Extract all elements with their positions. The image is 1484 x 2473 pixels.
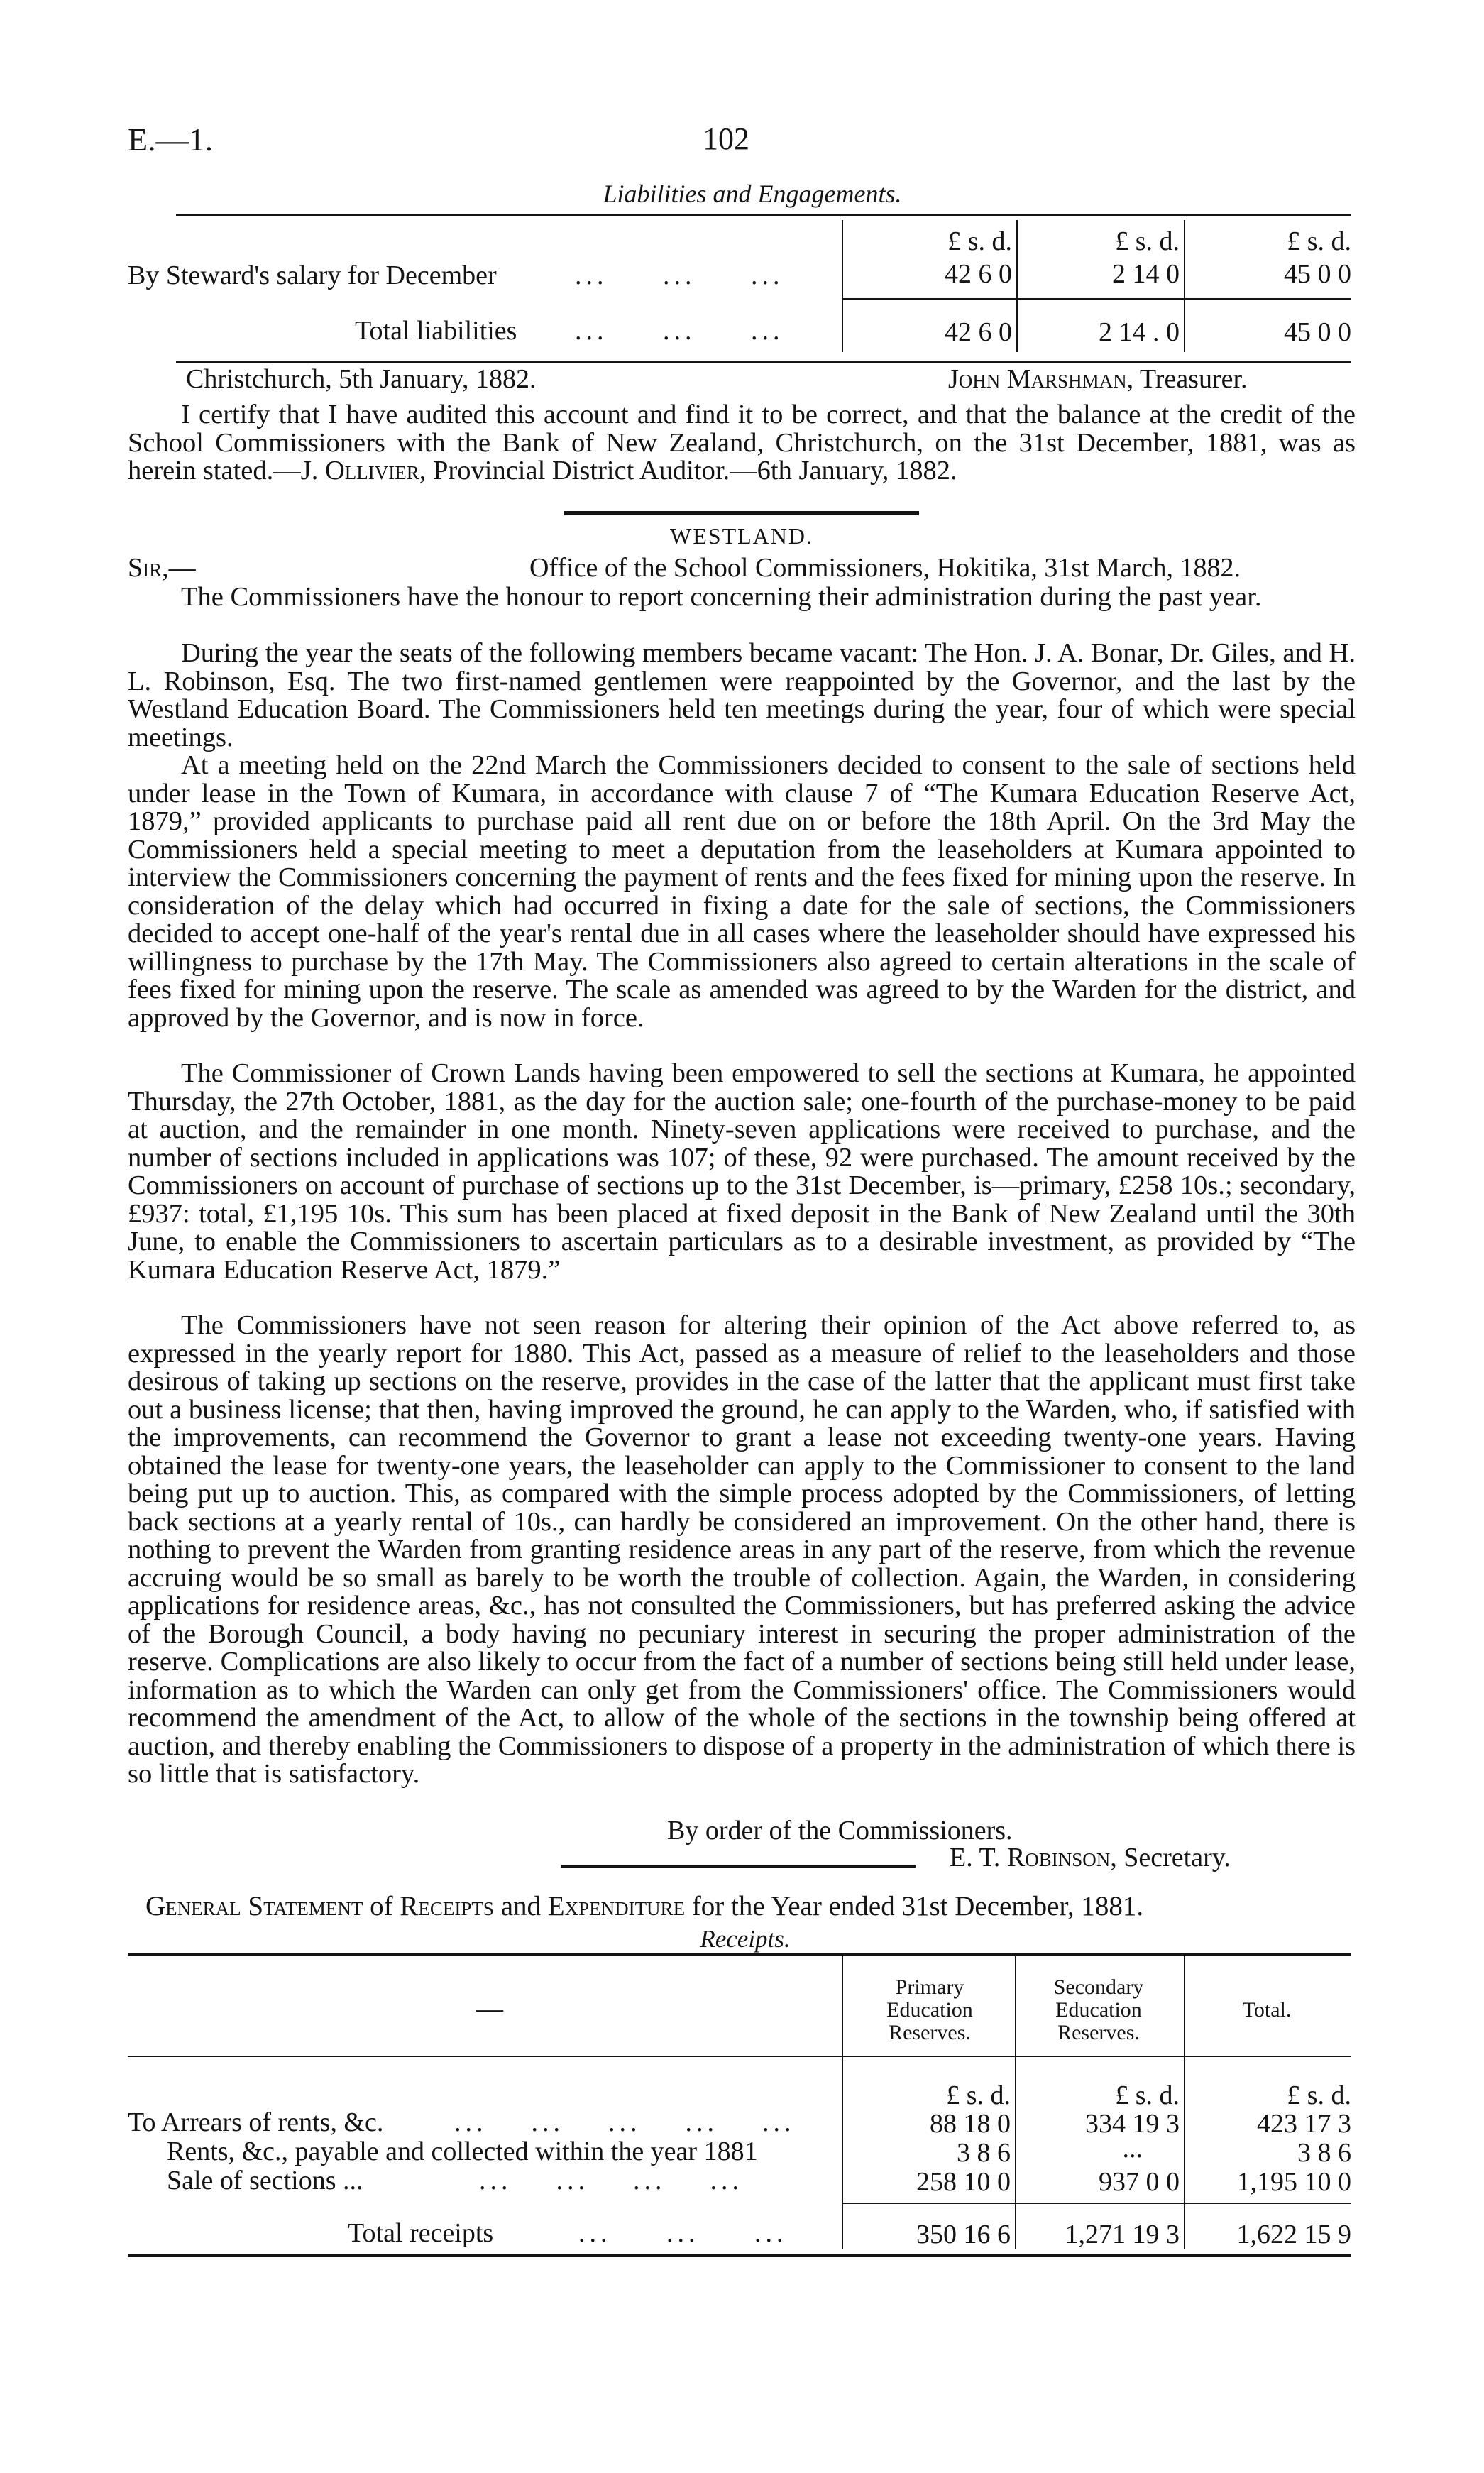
receipt-row-label: Rents, &c., payable and collected within the year 1881: [167, 2137, 758, 2166]
row-label-text: To Arrears of rents, &c.: [128, 2107, 384, 2137]
receipt-value: 3 8 6: [1297, 2138, 1351, 2168]
receipt-value: 334 19 3: [1085, 2109, 1180, 2139]
column-header: Total.: [1242, 1998, 1292, 2022]
audit-certificate: [128, 401, 1356, 486]
title-part: Expenditure: [547, 1891, 686, 1921]
leader-dots: ... ... ...: [578, 2218, 788, 2248]
signature-role: , Treasurer.: [1126, 364, 1248, 394]
statement-subtitle: Receipts.: [700, 1925, 791, 1953]
liability-row-label: [128, 261, 784, 290]
secretary-name: E. T. Robinson: [950, 1843, 1111, 1872]
col-divider: [1015, 1956, 1016, 2249]
receipt-value: 3 8 6: [957, 2138, 1011, 2168]
leader-dots: ... ... ...: [575, 261, 784, 290]
units-header: £ s. d.: [1115, 226, 1180, 256]
table-bottom-rule: [176, 361, 1351, 363]
receipt-total: 350 16 6: [916, 2220, 1011, 2249]
liability-value: 2 14 0: [1112, 259, 1180, 289]
paragraph: The Commissioners have the honour to report concerning their administration during the past year.: [181, 582, 1262, 612]
column-header: Secondary Education Reserves.: [1053, 1975, 1144, 2044]
subtotal-rule: [842, 298, 1351, 300]
col-divider: [1184, 1956, 1185, 2249]
units-header: £ s. d.: [946, 2080, 1011, 2110]
treasurer-signature: [948, 365, 1248, 393]
leader-dots: ... ... ... ...: [479, 2166, 743, 2195]
column-header: Primary Education Reserves.: [886, 1975, 973, 2044]
col-divider: [842, 220, 843, 352]
col-divider: [1016, 220, 1018, 352]
title-part: and: [493, 1891, 548, 1921]
receipt-total: 1,271 19 3: [1065, 2220, 1180, 2249]
office-line: Office of the School Commissioners, Hokitika, 31st March, 1882.: [529, 553, 1241, 583]
col-divider: [1184, 220, 1185, 352]
col-divider: [842, 1956, 843, 2249]
title-part: of: [363, 1891, 400, 1921]
liability-total: 2 14 . 0: [1099, 317, 1180, 347]
receipt-value: 423 17 3: [1257, 2109, 1351, 2139]
section-divider: [564, 511, 919, 515]
stub-dash: —: [476, 1994, 503, 2024]
row-label-text: Total liabilities: [355, 316, 517, 346]
title-part: Receipts: [400, 1891, 494, 1921]
statement-title: [145, 1892, 1143, 1921]
receipt-row-label: [167, 2166, 743, 2195]
audit-text: I certify that I have audited this account and find it to be correct, and that the balance at the credit of the School Commissioners with the Bank of New Zealand, Christchurch, on the 31st December, 1881, was as herein stated.—J.: [128, 400, 1356, 486]
receipt-value: 937 0 0: [1099, 2167, 1180, 2197]
leader-dots: ... ... ... ... ...: [454, 2107, 796, 2137]
salutation: Sir,—: [128, 553, 196, 583]
table-top-rule: [128, 1953, 1351, 1956]
paragraph: The Commissioner of Crown Lands having been empowered to sell the sections at Kumara, he appointed Thursday, the 27th October, 1881, as the day for the auction sale; one-fourth of the purchase-money to be paid at auction, and the remainder in one month. Ninety-seven applications were received to purchase, and the number of sections included in applications was 107; of these, 92 were purchased. The amount received by the Commissioners on account of purchase of sections up to the 31st December, is—primary, £258 10s.; secondary, £937: total, £1,195 10s. This sum has been placed at fixed deposit in the Bank of New Zealand until the 30th June, to enable the Commissioners to ascertain particulars as to a desirable investment, as provided by “The Kumara Education Reserve Act, 1879.”: [128, 1058, 1356, 1285]
receipt-value: 88 18 0: [930, 2109, 1011, 2139]
liability-value: 45 0 0: [1284, 259, 1351, 289]
units-header: £ s. d.: [1287, 226, 1351, 256]
paragraph: At a meeting held on the 22nd March the Commissioners decided to consent to the sale of sections held under lease in the Town of Kumara, in accordance with clause 7 of “The Kumara Education Reserve Act, 1879,” provided applicants to purchase paid all rent due on or before the 18th April. On the 3rd May the Commissioners held a special meeting to meet a deputation from the leaseholders at Kumara appointed to interview the Commissioners concerning the payment of rents and the fees fixed for mining upon the reserve. In consideration of the delay which had occurred in fixing a date for the sale of sections, the Commissioners decided to accept one-half of the year's rental due in all cases where the leaseholder should have expressed his willingness to purchase by the 17th May. The Commissioners also agreed to certain alterations in the scale of fees fixed for mining upon the reserve. The scale as amended was agreed to by the Warden for the district, and approved by the Governor, and is now in force.: [128, 750, 1356, 1033]
secretary-role: , Secretary.: [1110, 1843, 1231, 1872]
units-header: £ s. d.: [1287, 2080, 1351, 2110]
liabilities-title: Liabilities and Engagements.: [603, 180, 902, 208]
signature-rule: [561, 1865, 916, 1868]
subtotal-rule: [842, 2203, 1351, 2204]
receipt-total: 1,622 15 9: [1236, 2220, 1351, 2249]
receipt-value: 1,195 10 0: [1236, 2167, 1351, 2197]
title-part: for the Year ended 31st December, 1881.: [685, 1891, 1144, 1921]
total-row-label: [348, 2218, 788, 2248]
table-top-rule: [176, 214, 1351, 216]
receipt-value: 258 10 0: [916, 2167, 1011, 2197]
leader-dots: ... ... ...: [575, 316, 784, 346]
liability-value: 42 6 0: [945, 259, 1012, 289]
paragraph: The Commissioners have not seen reason for altering their opinion of the Act above referred to, as expressed in the yearly report for 1880. This Act, passed as a measure of relief to the leaseholders and those desirous of taking up sections on the reserve, provides in the case of the latter that the applicant must first take out a business license; that then, having improved the ground, he can apply to the Warden, who, if satisfied with the improvements, can recommend the Governor to grant a lease not exceeding twenty-one years. Having obtained the lease for twenty-one years, the leaseholder can apply to the Commissioner to consent to the land being put up to auction. This, as compared with the simple process adopted by the Commissioners, of letting back sections at a yearly rental of 10s., can hardly be considered an improvement. On the other hand, there is nothing to prevent the Warden from granting residence areas in any part of the reserve, from which the revenue accruing would be so small as barely to be worth the trouble of collection. Again, the Warden, in considering applications for residence areas, &c., has not consulted the Commissioners, but has preferred asking the advice of the Borough Council, a body having no pecuniary interest in securing the proper administration of the reserve. Complications are also likely to occur from the fact of a number of sections being still held under lease, information as to which the Warden can only get from the Commissioners' office. The Commissioners would recommend the amendment of the Act, to allow of the whole of the sections in the township being offered at auction, and thereby enabling the Commissioners to dispose of a property in the administration of which there is so little that is satisfactory.: [128, 1310, 1356, 1789]
liability-total: 42 6 0: [945, 317, 1012, 347]
units-header: £ s. d.: [1115, 2080, 1180, 2110]
row-label-text: By Steward's salary for December: [128, 261, 497, 290]
paragraph: During the year the seats of the following members became vacant: The Hon. J. A. Bonar, Dr. Giles, and H. L. Robinson, Esq. The two first-named gentlemen were reappointed by the Governor, and the last by the Westland Education Board. The Commissioners held ten meetings during the year, four of which were special meetings.: [128, 638, 1356, 752]
header-rule: [128, 2056, 1351, 2057]
document-code: E.—1.: [128, 121, 214, 158]
audit-text: , Provincial District Auditor.—6th January, 1882.: [419, 456, 957, 486]
receipt-value: ...: [1122, 2134, 1143, 2164]
signature-name: John Marshman: [948, 364, 1127, 394]
page-number: 102: [703, 121, 749, 156]
receipt-row-label: [128, 2107, 796, 2137]
closing-line: By order of the Commissioners.: [667, 1816, 1013, 1846]
title-part: General Statement: [145, 1891, 363, 1921]
table-bottom-rule: [128, 2254, 1351, 2257]
secretary-signature: [950, 1843, 1231, 1872]
row-label-text: Total receipts: [348, 2218, 494, 2248]
liability-row-label: [355, 316, 784, 346]
place-date: Christchurch, 5th January, 1882.: [186, 364, 537, 394]
westland-heading: WESTLAND.: [670, 523, 813, 549]
auditor-name: Ollivier: [324, 456, 419, 486]
units-header: £ s. d.: [947, 226, 1012, 256]
row-label-text: Sale of sections ...: [167, 2166, 363, 2195]
liability-total: 45 0 0: [1284, 317, 1351, 347]
